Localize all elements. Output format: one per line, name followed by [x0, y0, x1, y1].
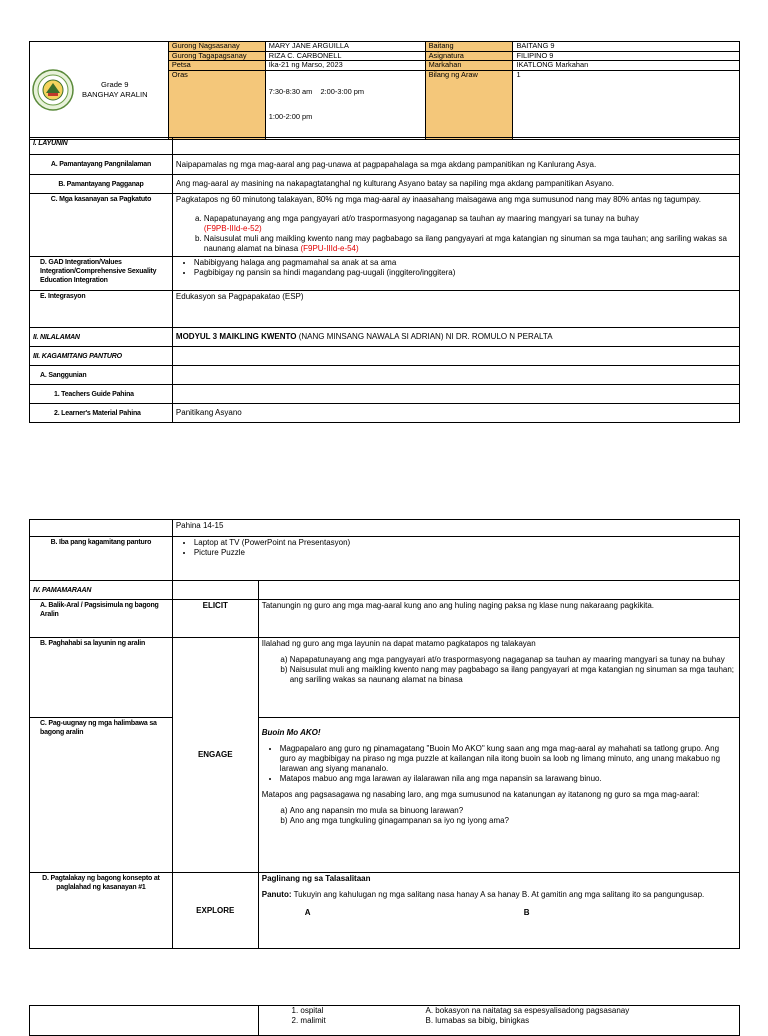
label-learners-material: 2. Learner's Material Pahina — [30, 404, 173, 423]
paghahabi-intro: Ilalahad ng guro ang mga layunin na dapat matamo pagkatapos ng talakayan — [261, 639, 536, 648]
phase-elicit: ELICIT — [172, 600, 258, 638]
label-pag-uugnay: C. Pag-uugnay ng mga halimbawa sa bagong aralin — [30, 718, 173, 873]
list-item: b. Naisusulat muli ang maikling kwento nang may pagbabago sa ilang pangyayari at mga katangian ng sinuman sa mga tauhan; ang sariling wakas sa naunang alamat na binasa (F9PU-IIId-e-54) — [204, 234, 736, 254]
list-item: • Laptop at TV (PowerPoint na Presentasyon) — [194, 538, 736, 548]
paglinang-title: Paglinang ng sa Talasalitaan — [261, 874, 371, 883]
list-item: • Nabibigyang halaga ang pagmamahal sa anak at sa ama — [194, 258, 736, 268]
label-pamantayang-pagganap: B. Pamantayang Pagganap — [30, 175, 173, 194]
label-gurong-tagapagsanay: Gurong Tagapagsanay — [168, 51, 265, 61]
oras-line-1: 7:30-8:30 am 2:00-3:00 pm — [268, 86, 365, 96]
list-item: a. Ano ang napansin mo mula sa binuong larawan? — [290, 806, 736, 816]
label-petsa: Petsa — [168, 61, 265, 71]
value-bilang-ng-araw: 1 — [513, 70, 740, 139]
text-pamantayang-pagganap: Ang mag-aaral ay masining na nakapagtatanghal ng kulturang Asyano batay sa napiling mga akdang pampanitikan Asyano. — [172, 175, 739, 194]
heading-pamamaraan: IV. PAMAMARAAN — [30, 581, 173, 600]
label-markahan: Markahan — [425, 61, 513, 71]
list-item: b. Ano ang mga tungkuling ginagampanan sa iyo ng iyong ama? — [290, 816, 736, 826]
heading-kagamitang-panturo: III. KAGAMITANG PANTURO — [30, 347, 173, 366]
label-balik-aral: A. Balik-Aral / Pagsisimula ng bagong Aralin — [30, 600, 173, 638]
kagamitan-list — [176, 538, 736, 558]
text-elicit: Tatanungin ng guro ang mga mag-aaral kung ano ang huling naging paksa ng klase nung nakaraang pagkikita. — [258, 600, 739, 638]
label-sanggunian: A. Sanggunian — [30, 366, 173, 385]
grade-label: Grade 9 — [101, 80, 129, 90]
activity-list — [262, 744, 736, 784]
paghahabi-list — [262, 655, 736, 685]
vocab-word: 2. malimit — [291, 1016, 326, 1025]
phase-engage: ENGAGE — [172, 638, 258, 873]
vocabulary-table — [29, 1005, 740, 1036]
header-table — [29, 41, 740, 140]
column-b-header: B — [523, 908, 530, 917]
paghahabi-cell — [258, 638, 739, 718]
competency-code: (F9PU-IIId-e-54) — [300, 244, 359, 253]
label-integrasyon: E. Integrasyon — [30, 291, 173, 328]
iba-pang-kagamitan-cell — [172, 537, 739, 581]
questions-list — [262, 806, 736, 826]
after-game-text: Matapos ang pagsasagawa ng nasabing laro, ang mga sumusunod na katanungan ay itatanong ng guro sa mga mag-aaral: — [261, 790, 700, 799]
value-oras — [265, 70, 425, 139]
label-oras: Oras — [168, 70, 265, 139]
label-pagtalakay: D. Pagtalakay ng bagong konsepto at paglalahad ng kasanayan #1 — [30, 873, 173, 949]
doc-type: BANGHAY ARALIN — [82, 90, 148, 100]
gad-integration-cell — [172, 257, 739, 291]
gad-list — [176, 258, 736, 278]
vocab-definition: A. bokasyon na naitatag sa espesyalisadong pagsasanay — [425, 1006, 630, 1015]
value-petsa: Ika-21 ng Marso, 2023 — [265, 61, 425, 71]
label-iba-pang-kagamitan: B. Iba pang kagamitang panturo — [30, 537, 173, 581]
competency-code: (F9PB-IIId-e-52) — [203, 224, 262, 233]
label-mga-kasanayan: C. Mga kasanayan sa Pagkatuto — [30, 194, 173, 257]
text-integrasyon: Edukasyon sa Pagpapakatao (ESP) — [172, 291, 739, 328]
panuto-text: Panuto: Tukuyin ang kahulugan ng mga salitang nasa hanay A sa hanay B. At gamitin ang mga salitang ito sa pangungusap. — [261, 890, 705, 899]
list-item: • Pagbibigay ng pansin sa hindi magandang pag-uugali (inggitero/inggitera) — [194, 268, 736, 278]
label-asignatura: Asignatura — [425, 51, 513, 61]
value-baitang: BAITANG 9 — [513, 42, 740, 52]
heading-layunin: I. LAYUNIN — [30, 138, 173, 155]
column-a-header: A — [304, 908, 311, 917]
objectives-table — [29, 137, 740, 423]
mga-kasanayan-cell — [172, 194, 739, 257]
list-item: • Magpapalaro ang guro ng pinamagatang "Buoin Mo AKO" kung saan ang mga mag-aaral ay mahahati sa tatlong grupo. Ang guro ay magbibigay na piraso ng mga puzzle at kailangan nila itong buoin sa loob ng limang minuto, ang unang makabuo ng larawan ang siyang mananalo. — [280, 744, 736, 774]
vocab-definition: B. lumabas sa bibig, binigkas — [425, 1016, 530, 1025]
label-teachers-guide: 1. Teachers Guide Pahina — [30, 385, 173, 404]
value-gurong-nagsasanay: MARY JANE ARGUILLA — [265, 42, 425, 52]
kasanayan-intro: Pagkatapos ng 60 minutong talakayan, 80% ng mga mag-aaral ay inaasahang maisagawa ang mga sumusunod nang may 80% antas ng tagumpay. — [175, 195, 701, 204]
label-bilang-ng-araw: Bilang ng Araw — [425, 70, 513, 139]
explore-cell — [258, 873, 739, 949]
text-pamantayang-pangnilalaman: Naipapamalas ng mga mag-aaral ang pag-unawa at pagpapahalaga sa mga akdang pampanitikan ng Kanlurang Asya. — [172, 155, 739, 175]
activity-title: Buoin Mo AKO! — [261, 728, 321, 737]
text-pahina: Pahina 14-15 — [172, 520, 739, 537]
vocab-word: 1. ospital — [291, 1006, 324, 1015]
list-item: a. Napapatunayang ang mga pangyayari at/o traspormasyong nagaganap sa tauhan ay maaring mangyari sa tunay na buhay (F9PB-IIId-e-52) — [204, 214, 736, 234]
label-gurong-nagsasanay: Gurong Nagsasanay — [168, 42, 265, 52]
school-info-cell — [30, 42, 169, 140]
text-learners-material: Panitikang Asyano — [172, 404, 739, 423]
vocabulary-cell — [258, 1006, 739, 1036]
list-item: a. Napapatunayang ang mga pangyayari at/o traspormasyong nagaganap sa tauhan ay maaring mangyari sa tunay na buhay — [290, 655, 736, 665]
text-nilalaman: MODYUL 3 MAIKLING KWENTO (NANG MINSANG NAWALA SI ADRIAN) NI DR. ROMULO N PERALTA — [172, 328, 739, 347]
label-gad-integration: D. GAD Integration/Values Integration/Comprehensive Sexuality Education Integration — [30, 257, 173, 291]
value-asignatura: FILIPINO 9 — [513, 51, 740, 61]
oras-line-2: 1:00-2:00 pm — [268, 112, 313, 121]
label-baitang: Baitang — [425, 42, 513, 52]
heading-nilalaman: II. NILALAMAN — [30, 328, 173, 347]
phase-explore: EXPLORE — [172, 873, 258, 949]
value-markahan: IKATLONG Markahan — [513, 61, 740, 71]
procedure-table — [29, 519, 740, 949]
kasanayan-list — [176, 214, 736, 254]
school-seal-logo — [32, 69, 74, 111]
list-item: • Picture Puzzle — [194, 548, 736, 558]
value-gurong-tagapagsanay: RIZA C. CARBONELL — [265, 51, 425, 61]
label-pamantayang-pangnilalaman: A. Pamantayang Pangnilalaman — [30, 155, 173, 175]
engage-activity-cell — [258, 718, 739, 873]
label-paghahabi: B. Paghahabi sa layunin ng aralin — [30, 638, 173, 718]
list-item: • Matapos mabuo ang mga larawan ay ilalarawan nila ang mga napansin sa larawang binuo. — [280, 774, 736, 784]
list-item: b. Naisusulat muli ang maikling kwento nang may pagbabago sa ilang pangyayari at mga katangian ng sinuman sa mga tauhan; ang sariling wakas sa naunang alamat na binasa — [290, 665, 736, 685]
